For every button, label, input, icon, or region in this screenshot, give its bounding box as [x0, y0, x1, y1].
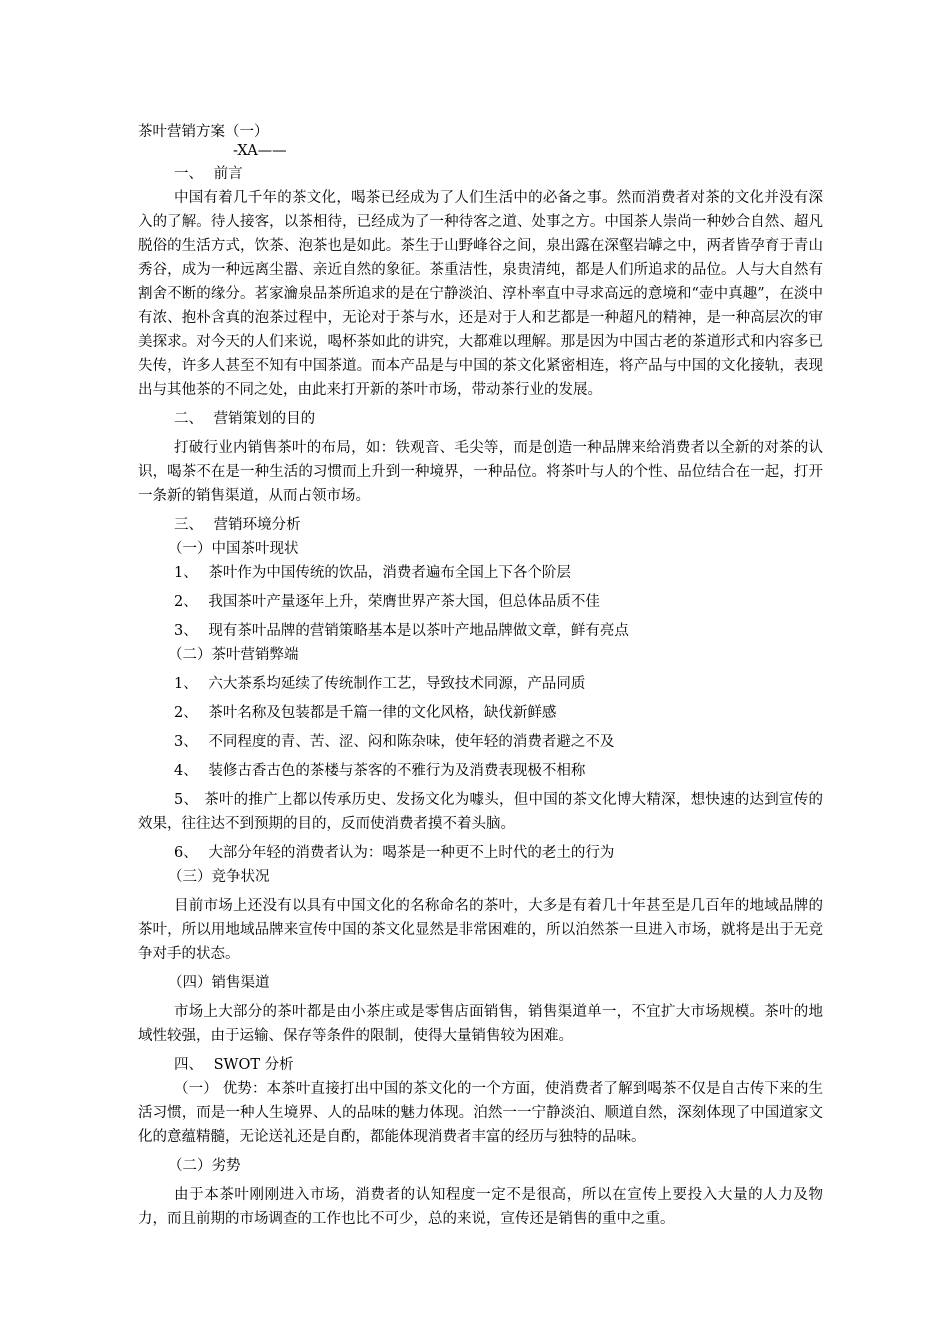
document-title: 茶叶营销方案（一）	[138, 124, 269, 140]
document-subtitle: -XA——	[233, 143, 287, 159]
list-item	[138, 619, 823, 643]
section-heading-swot	[138, 1053, 823, 1077]
subsection-heading-competition: （三）竞争状况	[168, 869, 270, 885]
list-item-text: 装修古香古色的茶楼与茶客的不雅行为及消费表现极不相称	[208, 763, 586, 779]
section-number: 三、	[174, 517, 203, 533]
preface-paragraph: 中国有着几千年的茶文化，喝茶已经成为了人们生活中的必备之事。然而消费者对茶的文化并没有深入的了解。待人接客，以茶相待，已经成为了一种待客之道、处事之方。中国茶人崇尚一种妙合自然、超凡脱俗的生活方式，饮茶、泡茶也是如此。茶生于山野峰谷之间，泉出露在深壑岩罅之中，两者皆孕育于青山秀谷，成为一种远离尘嚣、亲近自然的象征。茶重洁性，泉贵清纯，都是人们所追求的品位。人与大自然有割舍不断的缘分。茗家瀹泉品茶所追求的是在宁静淡泊、淳朴率直中寻求高远的意境和“壶中真趣”，在淡中有浓、抱朴含真的泡茶过程中，无论对于茶与水，还是对于人和艺都是一种超凡的精神，是一种高层次的审美探求。对今天的人们来说，喝杯茶如此的讲究，大都难以理解。那是因为中国古老的茶道形式和内容多已失传，许多人甚至不知有中国茶道。而本产品是与中国的茶文化紧密相连，将产品与中国的文化接轨，表现出与其他茶的不同之处，由此来打开新的茶叶市场，带动茶行业的发展。	[138, 190, 823, 398]
list-item	[138, 590, 823, 614]
list-item	[138, 701, 823, 725]
subsection-heading-status: （一）中国茶叶现状	[168, 541, 299, 557]
channels-paragraph: 市场上大部分的茶叶都是由小茶庄或是零售店面销售，销售渠道单一，不宜扩大市场规模。茶叶的地域性较强，由于运输、保存等条件的限制，使得大量销售较为困难。	[138, 1004, 823, 1044]
section-number: 二、	[174, 411, 203, 427]
section-number: 四、	[174, 1057, 203, 1073]
list-item-text: 我国茶叶产量逐年上升，荣膺世界产茶大国，但总体品质不佳	[208, 594, 600, 610]
section-heading-purpose	[138, 407, 823, 431]
list-item-text: 茶叶名称及包装都是千篇一律的文化风格，缺伐新鲜感	[208, 705, 557, 721]
subsection-heading-channels: （四）销售渠道	[168, 975, 270, 991]
strengths-paragraph: （一） 优势：本茶叶直接打出中国的茶文化的一个方面，使消费者了解到喝茶不仅是自古传下来的生活习惯，而是一种人生境界、人的品味的魅力体现。泊然一一宁静淡泊、顺道自然，深刻体现了中国道家文化的意蕴精髓，无论送礼还是自酌，都能体现消费者丰富的经历与独特的品味。	[138, 1081, 823, 1145]
list-item	[138, 730, 823, 754]
list-item	[138, 672, 823, 696]
competition-paragraph: 目前市场上还没有以具有中国文化的名称命名的茶叶，大多是有着几十年甚至是几百年的地域品牌的茶叶，所以用地域品牌来宣传中国的茶文化显然是非常困难的，所以泊然茶一旦进入市场，就将是出于无竞争对手的状态。	[138, 898, 823, 962]
document-body	[138, 120, 823, 1231]
list-item	[138, 841, 823, 865]
list-item-text: 茶叶作为中国传统的饮品，消费者遍布全国上下各个阶层	[208, 565, 571, 581]
section-title: SWOT 分析	[213, 1057, 294, 1073]
list-item	[138, 788, 823, 836]
section-title: 营销环境分析	[213, 517, 301, 533]
list-item-text: 现有茶叶品牌的营销策略基本是以茶叶产地品牌做文章，鲜有亮点	[208, 623, 629, 639]
list-item-number: 2、	[174, 705, 198, 721]
section-heading-environment	[138, 513, 823, 537]
subsection-heading-weaknesses: （二）劣势	[168, 1158, 241, 1174]
section-heading-preface	[138, 162, 823, 186]
list-item-number: 2、	[174, 594, 198, 610]
list-item-text: 六大茶系均延续了传统制作工艺，导致技术同源，产品同质	[208, 676, 586, 692]
list-item-number: 5、	[174, 792, 199, 808]
list-item-text: 大部分年轻的消费者认为：喝茶是一种更不上时代的老土的行为	[208, 845, 615, 861]
section-title: 前言	[213, 166, 243, 182]
section-number: 一、	[174, 166, 203, 182]
list-item-number: 6、	[174, 845, 198, 861]
subsection-heading-drawbacks: （二）茶叶营销弊端	[168, 647, 299, 663]
purpose-paragraph: 打破行业内销售茶叶的布局，如：铁观音、毛尖等，而是创造一种品牌来给消费者以全新的对茶的认识，喝茶不在是一种生活的习惯而上升到一种境界，一种品位。将茶叶与人的个性、品位结合在一起，打开一条新的销售渠道，从而占领市场。	[138, 440, 823, 504]
list-item-number: 1、	[174, 565, 198, 581]
list-item-text: 不同程度的青、苦、涩、闷和陈杂味，使年轻的消费者避之不及	[208, 734, 615, 750]
list-item-number: 4、	[174, 763, 198, 779]
list-item-number: 3、	[174, 623, 198, 639]
list-item-text: 茶叶的推广上都以传承历史、发扬文化为噱头，但中国的茶文化博大精深，想快速的达到宣传的效果，往往达不到预期的目的，反而使消费者摸不着头脑。	[138, 792, 823, 832]
list-item	[138, 561, 823, 585]
weaknesses-paragraph: 由于本茶叶刚刚进入市场，消费者的认知程度一定不是很高，所以在宣传上要投入大量的人力及物力，而且前期的市场调查的工作也比不可少，总的来说，宣传还是销售的重中之重。	[138, 1187, 823, 1227]
list-item-number: 3、	[174, 734, 198, 750]
list-item-number: 1、	[174, 676, 198, 692]
list-item	[138, 759, 823, 783]
section-title: 营销策划的目的	[213, 411, 316, 427]
